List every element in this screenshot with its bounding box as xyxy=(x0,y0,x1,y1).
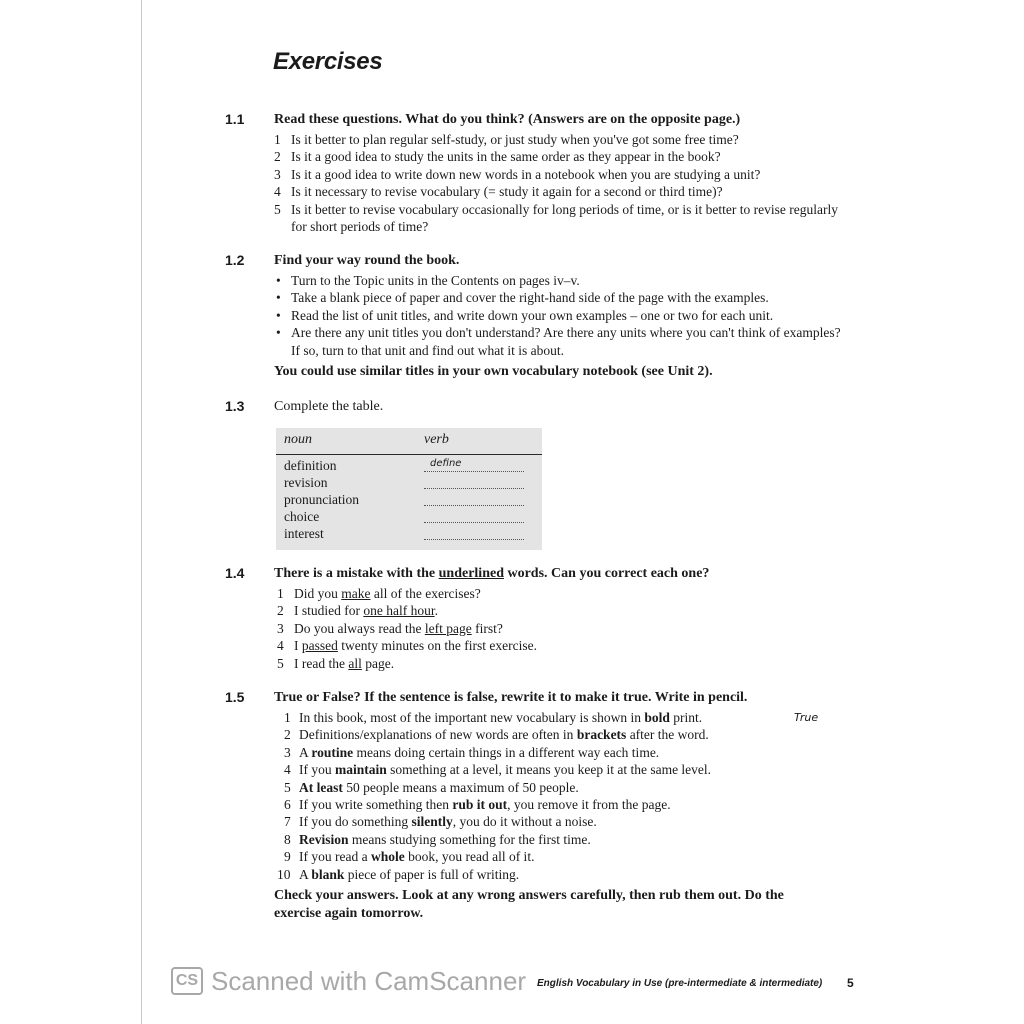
list-item: • Turn to the Topic units in the Contents on pages iv–v. xyxy=(274,272,864,289)
list-item: 3 Do you always read the left page first? xyxy=(277,620,503,636)
list-item: 2 I studied for one half hour. xyxy=(277,603,438,619)
exercise-instruction: Complete the table. xyxy=(274,399,384,414)
handwritten-answer: True xyxy=(794,711,819,724)
noun-cell: definition xyxy=(284,458,337,473)
list-item: • Take a blank piece of paper and cover the right-hand side of the page with the examples. xyxy=(274,289,864,306)
list-item: 8 Revision means studying something for the first time. xyxy=(284,831,591,847)
verb-answer-blank[interactable] xyxy=(424,526,524,540)
exercise-note: You could use similar titles in your own vocabulary notebook (see Unit 2). xyxy=(274,364,713,380)
book-title-footer: English Vocabulary in Use (pre-intermediate & intermediate) xyxy=(537,978,823,989)
exercise-number: 1.5 xyxy=(225,689,245,705)
table-row xyxy=(276,509,542,526)
exercise-instruction: True or False? If the sentence is false, rewrite it to make it true. Write in pencil. xyxy=(274,690,748,705)
list-item: 2 Is it a good idea to study the units in the same order as they appear in the book? xyxy=(274,149,721,165)
exercise-number: 1.4 xyxy=(225,565,245,581)
camscanner-logo-icon: CS xyxy=(171,967,203,995)
list-item: • Are there any unit titles you don't understand? Are there any units where you can't think of examples? If so, turn to that unit and find out what it is about. xyxy=(274,324,851,359)
verb-answer-blank[interactable] xyxy=(424,458,524,472)
exercise-number: 1.2 xyxy=(225,252,245,268)
verb-answer-blank[interactable] xyxy=(424,492,524,506)
list-item: 1 Did you make all of the exercises? xyxy=(277,586,481,601)
table-row xyxy=(276,526,542,543)
table-row xyxy=(276,458,542,475)
list-item: 5 I read the all page. xyxy=(277,655,395,671)
exercise-number: 1.3 xyxy=(225,398,245,414)
noun-cell: revision xyxy=(284,475,328,490)
page-title: Exercises xyxy=(273,48,383,75)
list-item: 5 At least 50 people means a maximum of 50 people. xyxy=(284,779,579,795)
list-item: 5 Is it better to revise vocabulary occasionally for long periods of time, or is it better to revise regularly for short periods of time? xyxy=(274,201,838,235)
list-item: 3 A routine means doing certain things in a different way each time. xyxy=(284,744,660,760)
list-item: 4 I passed twenty minutes on the first exercise. xyxy=(277,638,537,654)
noun-verb-table xyxy=(276,428,542,550)
list-item: 3 Is it a good idea to write down new words in a notebook when you are studying a unit? xyxy=(274,166,761,182)
list-item: 4 If you maintain something at a level, it means you keep it at the same level. xyxy=(284,762,712,778)
list-item: 6 If you write something then rub it out, you remove it from the page. xyxy=(284,797,671,813)
exercise-number: 1.1 xyxy=(225,111,245,127)
exercise-instruction: There is a mistake with the underlined words. Can you correct each one? xyxy=(274,566,710,581)
table-row xyxy=(276,492,542,509)
noun-cell: choice xyxy=(284,509,320,524)
statement-list xyxy=(274,709,874,883)
table-header xyxy=(276,428,542,455)
list-item: 7 If you do something silently, you do it without a noise. xyxy=(284,814,597,830)
noun-cell: pronunciation xyxy=(284,492,359,507)
exercise-instruction: Find your way round the book. xyxy=(274,253,460,268)
verb-answer-blank[interactable] xyxy=(424,509,524,523)
exercise-instruction: Read these questions. What do you think? (Answers are on the opposite page.) xyxy=(274,112,741,127)
column-header-verb: verb xyxy=(424,432,449,447)
list-item: 4 Is it necessary to revise vocabulary (= study it again for a second or third time)? xyxy=(274,184,723,200)
list-item: 10 A blank piece of paper is full of writing. xyxy=(277,866,520,882)
scanner-watermark: CS Scanned with CamScanner xyxy=(171,966,526,996)
list-item: 9 If you read a whole book, you read all of it. xyxy=(284,849,535,865)
list-item: 1 In this book, most of the important new vocabulary is shown in bold print. xyxy=(284,710,703,725)
question-list xyxy=(274,131,874,235)
column-header-noun: noun xyxy=(284,432,312,447)
page-binding-edge xyxy=(141,0,142,1024)
page-number: 5 xyxy=(847,976,854,990)
list-item: • Read the list of unit titles, and write down your own examples – one or two for each unit. xyxy=(274,307,864,324)
list-item: 2 Definitions/explanations of new words are often in brackets after the word. xyxy=(284,727,709,743)
bullet-list xyxy=(274,272,864,359)
sentence-list xyxy=(277,585,874,672)
verb-answer-blank[interactable] xyxy=(424,475,524,489)
handwritten-answer: define xyxy=(430,458,462,469)
noun-cell: interest xyxy=(284,526,324,541)
list-item: 1 Is it better to plan regular self-study, or just study when you've got some free time? xyxy=(274,132,739,147)
exercise-note: Check your answers. Look at any wrong answers carefully, then rub them out. Do the exercise again tomorrow. xyxy=(274,888,784,922)
table-row xyxy=(276,475,542,492)
